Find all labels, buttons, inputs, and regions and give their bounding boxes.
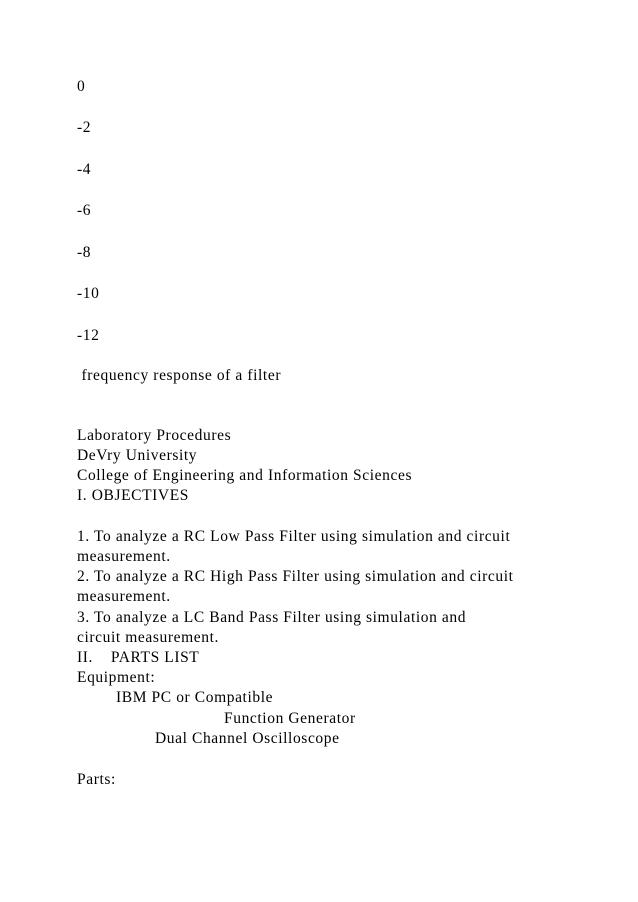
- objective-item-cont: measurement.: [77, 588, 171, 605]
- objective-item: 1. To analyze a RC Low Pass Filter using simulation and circuit: [77, 528, 511, 545]
- axis-value: 0: [77, 78, 86, 95]
- objective-item: 3. To analyze a LC Band Pass Filter using simulation and: [77, 609, 467, 626]
- axis-value: -6: [77, 202, 92, 219]
- equipment-item: IBM PC or Compatible: [116, 689, 274, 706]
- equipment-item: Function Generator: [224, 710, 356, 727]
- parts-list-heading: II. PARTS LIST: [77, 649, 200, 666]
- objective-item-cont: circuit measurement.: [77, 629, 219, 646]
- university-name: DeVry University: [77, 447, 198, 464]
- equipment-item: Dual Channel Oscilloscope: [155, 730, 340, 747]
- figure-caption: frequency response of a filter: [77, 367, 282, 384]
- axis-value: -12: [77, 327, 100, 344]
- objective-item: 2. To analyze a RC High Pass Filter using simulation and circuit: [77, 568, 514, 585]
- parts-label: Parts:: [77, 771, 116, 788]
- objectives-heading: I. OBJECTIVES: [77, 487, 189, 504]
- axis-value: -10: [77, 285, 100, 302]
- axis-value: -8: [77, 244, 92, 261]
- college-name: College of Engineering and Information Sciences: [77, 467, 413, 484]
- equipment-label: Equipment:: [77, 669, 156, 686]
- axis-value: -2: [77, 119, 92, 136]
- axis-value: -4: [77, 161, 92, 178]
- objective-item-cont: measurement.: [77, 548, 171, 565]
- procedures-title: Laboratory Procedures: [77, 427, 232, 444]
